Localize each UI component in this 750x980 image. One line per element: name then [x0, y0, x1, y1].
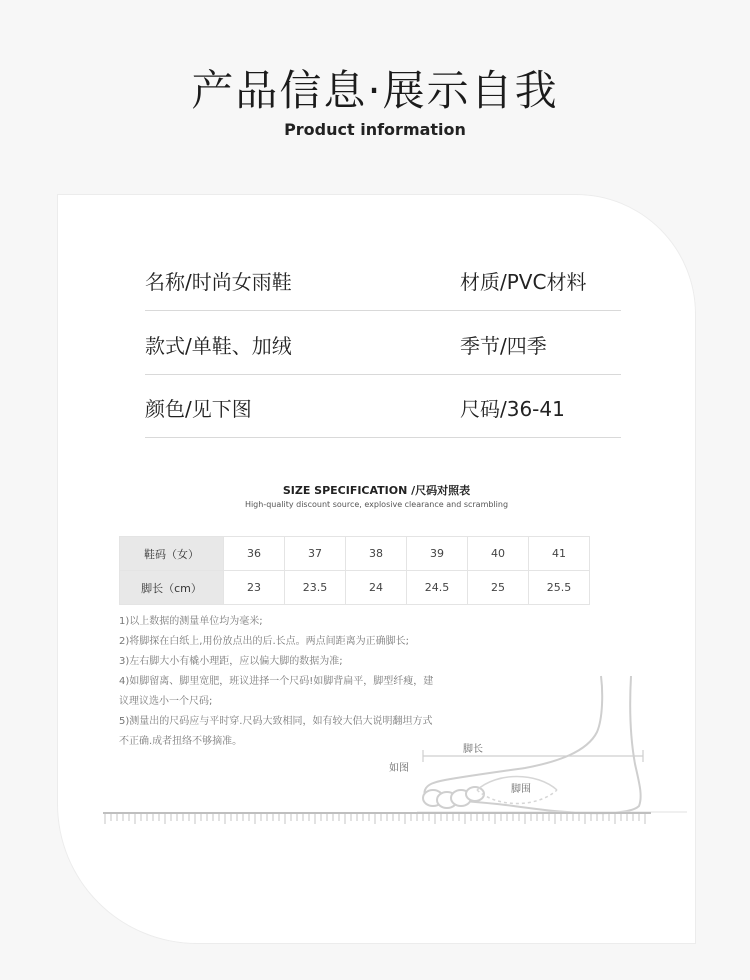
- product-size-range: 尺码/36-41: [460, 397, 565, 421]
- measuring-ruler: [103, 812, 651, 828]
- ruler-ticks: [103, 814, 651, 828]
- figure-label: 如图: [389, 763, 409, 774]
- length-cell: 24.5: [407, 571, 468, 605]
- product-season: 季节/四季: [460, 334, 547, 358]
- product-material: 材质/PVC材料: [460, 270, 587, 294]
- product-style: 款式/单鞋、加绒: [145, 334, 292, 358]
- size-cell: 36: [224, 537, 285, 571]
- note-line: 1)以上数据的测量单位均为毫米;: [119, 616, 263, 627]
- product-info-card: [57, 194, 696, 944]
- info-row-style-season: [145, 312, 621, 375]
- row-label-shoe-size: 鞋码（女）: [120, 537, 224, 571]
- length-cell: 23: [224, 571, 285, 605]
- note-line: 3)左右脚大小有橇小理距，应以偏大脚的数据为准;: [119, 656, 343, 667]
- size-table: [119, 536, 590, 605]
- size-chart-subtitle: High-quality discount source, explosive clearance and scrambling: [244, 500, 509, 509]
- product-name: 名称/时尚女雨鞋: [145, 270, 292, 294]
- note-line: 2)将脚探在白纸上,用份放点出的后.长点。两点间距离为正确脚长;: [119, 636, 409, 647]
- note-line: 不正确.成者扭络不够摘准。: [119, 736, 243, 747]
- size-cell: 40: [468, 537, 529, 571]
- length-cell: 24: [346, 571, 407, 605]
- size-cell: 41: [529, 537, 590, 571]
- size-cell: 39: [407, 537, 468, 571]
- product-color: 颜色/见下图: [145, 397, 252, 421]
- size-cell: 37: [285, 537, 346, 571]
- row-label-foot-length: 脚长（cm）: [120, 571, 224, 605]
- foot-length-label: 脚长: [463, 744, 483, 755]
- table-row: [120, 537, 590, 571]
- page-title: 产品信息·展示自我: [191, 66, 559, 115]
- length-cell: 25: [468, 571, 529, 605]
- page-subtitle: Product information: [284, 120, 466, 139]
- info-row-color-size: [145, 375, 621, 438]
- size-chart-title: SIZE SPECIFICATION /尺码对照表: [282, 484, 471, 497]
- foot-girth-label: 脚围: [511, 784, 531, 795]
- note-line: 4)如脚留离、脚里宽肥，班议进择一个尺码!如脚背扁平，脚型纤瘦，建: [119, 676, 434, 687]
- info-row-name-material: [145, 248, 621, 311]
- note-line: 5)测量出的尺码应与平时穿.尺码大致相同，如有较大侣大说明翻坦方式: [119, 716, 433, 727]
- note-line: 议理议选小一个尺码;: [119, 696, 213, 707]
- length-cell: 23.5: [285, 571, 346, 605]
- foot-diagram: [417, 672, 687, 822]
- size-cell: 38: [346, 537, 407, 571]
- table-row: [120, 571, 590, 605]
- length-cell: 25.5: [529, 571, 590, 605]
